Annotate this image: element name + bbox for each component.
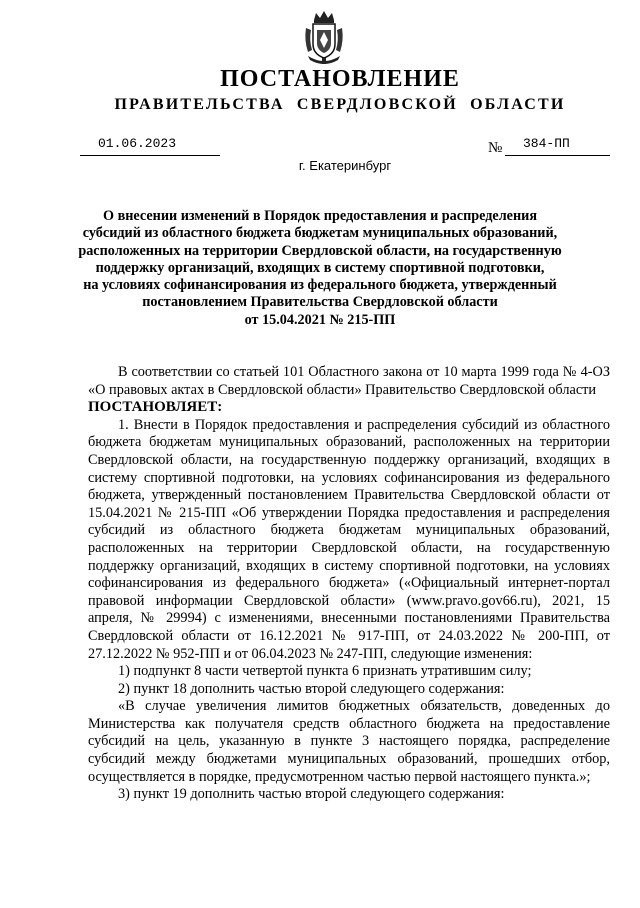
subitem-1: 1) подпункт 8 части четвертой пункта 6 признать утратившим силу; — [118, 663, 532, 680]
heading-line: субсидий из областного бюджета бюджетам муниципальных образований, — [82, 225, 558, 242]
document-date: 01.06.2023 — [80, 136, 220, 156]
heading-line: от 15.04.2021 № 215-ПП — [244, 311, 396, 328]
document-number: 384-ПП — [505, 136, 610, 156]
heading-line: на условиях софинансирования из федерального бюджета, утвержденный — [83, 277, 557, 294]
document-title: ПОСТАНОВЛЕНИЕ — [220, 66, 460, 92]
city-line: г. Екатеринбург — [298, 158, 392, 173]
subitem-2: 2) пункт 18 дополнить частью второй следующего содержания: — [118, 680, 505, 697]
document-heading — [60, 208, 580, 329]
document-body — [88, 364, 610, 804]
quote-paragraph: «В случае увеличения лимитов бюджетных обязательств, доведенных до Министерства как получателя средств областного бюджета на предоставление субсидий на цель, указанную в пункте 3 настоящего порядка, распределение субсидий между бюджетами муниципальных образований, прошедших отбор, осуществляется в порядке, предусмотренном частью первой настоящего пункта.»; — [88, 698, 610, 785]
heading-line: постановлением Правительства Свердловской области — [142, 294, 498, 311]
heading-line: расположенных на территории Свердловской области, на государственную — [78, 242, 562, 259]
number-sign: № — [488, 140, 503, 156]
document-subtitle: ПРАВИТЕЛЬСТВА СВЕРДЛОВСКОЙ ОБЛАСТИ — [114, 96, 566, 113]
preamble-paragraph: В соответствии со статьей 101 Областного закона от 10 марта 1999 года № 4-ОЗ «О правовых актах в Свердловской области» Правительство Свердловской области — [88, 364, 610, 398]
decree-word: ПОСТАНОВЛЯЕТ: — [88, 399, 223, 416]
item-1-paragraph: 1. Внести в Порядок предоставления и распределения субсидий из областного бюджета бюджетам муниципальных образований, расположенных на территории Свердловской области, на государственную поддержку организаций, входящих в систему спортивной подготовки, на условиях софинансирования из федерального бюджета, утвержденный постановлением Правительства Свердловской области от 15.04.2021 № 215-ПП «Об утверждении Порядка предоставления и распределения субсидий из областного бюджета бюджетам муниципальных образований, расположенных на территории Свердловской области, на государственную поддержку организаций, входящих в систему спортивной подготовки, на условиях софинансирования из федерального бюджета» («Официальный интернет-портал правовой информации Свердловской области» (www.pravo.gov66.ru), 2021, 15 апреля, № 29994) с изменениями, внесенными постановлениями Правительства Свердловской области от 16.12.2021 № 917-ПП, от 24.03.2022 № 200-ПП, от 27.12.2022 № 952-ПП и от 06.04.2023 № 247-ПП, следующие изменения: — [88, 416, 610, 662]
subitem-3: 3) пункт 19 дополнить частью второй следующего содержания: — [118, 786, 505, 803]
heading-line: О внесении изменений в Порядок предоставления и распределения — [102, 208, 537, 224]
heading-line: поддержку организаций, входящих в систему спортивной подготовки, — [95, 259, 545, 276]
sverdlovsk-coat-of-arms-icon — [302, 10, 346, 66]
